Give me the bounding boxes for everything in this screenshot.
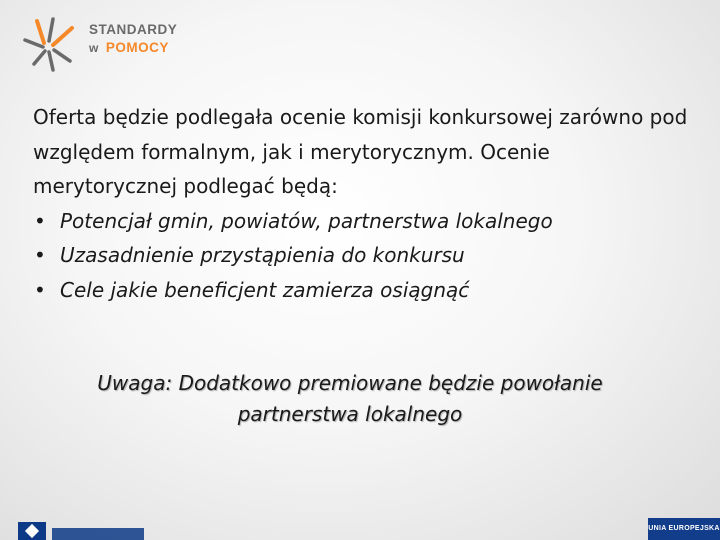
eu-funds-flag-icon <box>18 522 46 540</box>
intro-paragraph: Oferta będzie podlegała ocenie komisji konkursowej zarówno pod względem formalnym, jak i merytorycznym. Ocenie merytorycznej podlegać będą: <box>33 105 688 198</box>
note-text: Uwaga: Dodatkowo premiowane będzie powołanie partnerstwa lokalnego <box>97 371 603 426</box>
list-item <box>33 273 693 308</box>
eu-funds-wordmark <box>52 528 144 540</box>
logo-title: STANDARDY <box>89 22 178 37</box>
bullet-icon: • <box>34 208 46 233</box>
standardy-logo <box>20 14 200 76</box>
standardy-star-logo-icon <box>20 14 82 74</box>
eu-funds-logo <box>0 518 160 540</box>
logo-w: w <box>89 41 99 55</box>
list-item-text: Potencjał gmin, powiatów, partnerstwa lokalnego <box>60 208 553 233</box>
logo-subtitle <box>89 40 169 55</box>
list-item <box>33 238 693 273</box>
bullet-icon: • <box>34 243 46 267</box>
logo-pomocy: POMOCY <box>105 40 169 55</box>
list-item-text: Uzasadnienie przystąpienia do konkursu <box>60 243 465 267</box>
list-item <box>33 204 693 239</box>
bullet-icon: • <box>34 277 46 302</box>
slide-body <box>33 100 693 307</box>
eu-badge: UNIA EUROPEJSKA <box>648 518 720 540</box>
criteria-list <box>33 204 693 308</box>
list-item-text: Cele jakie beneficjent zamierza osiągnąć <box>60 277 470 302</box>
